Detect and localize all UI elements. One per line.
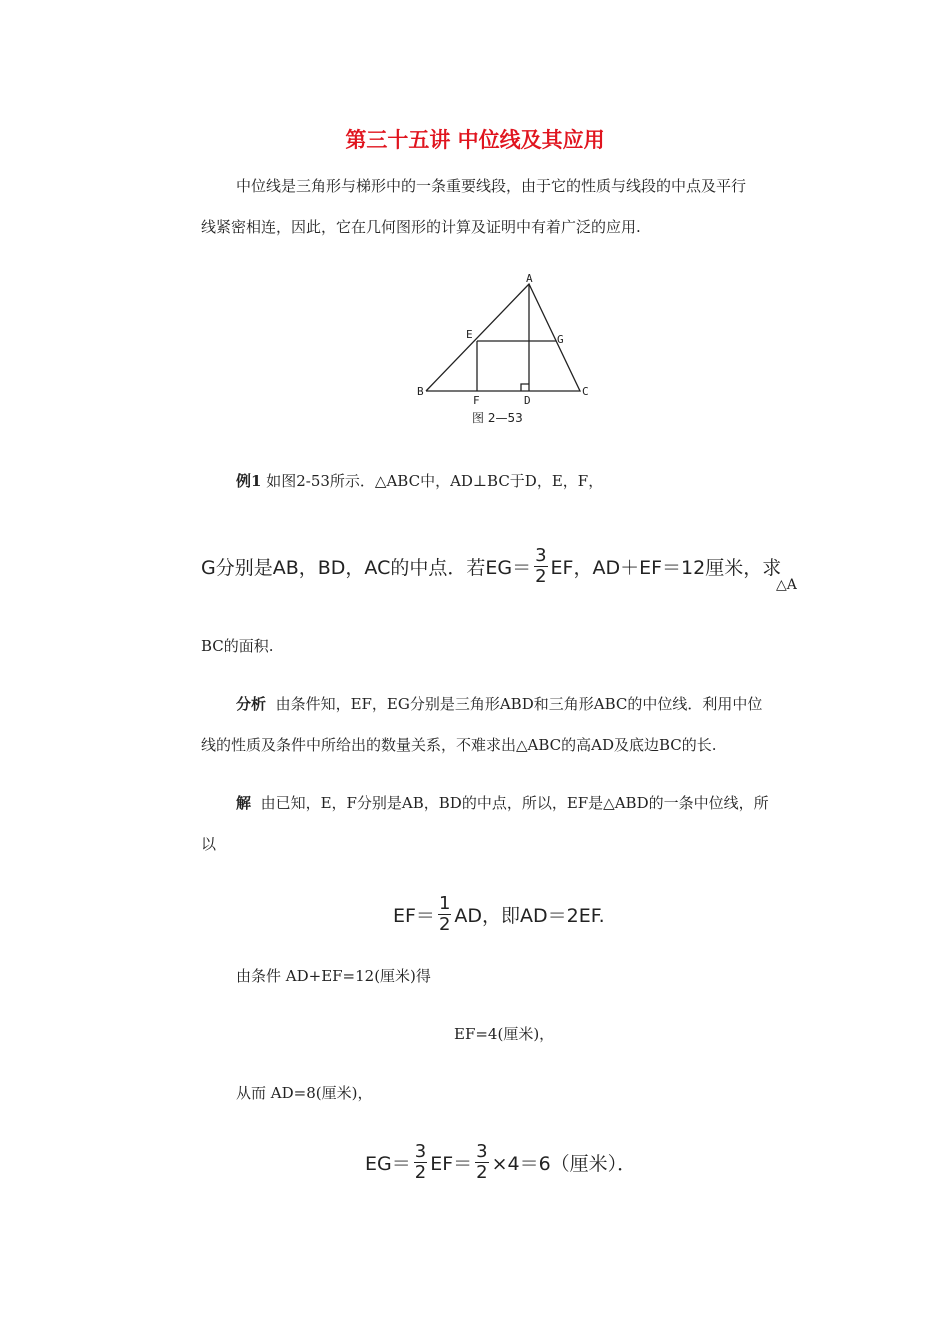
label-a: A bbox=[526, 272, 533, 285]
eq1-lhs: EF＝ bbox=[393, 904, 435, 927]
fraction-3-2-a bbox=[414, 1142, 427, 1183]
fraction-1-2 bbox=[438, 894, 451, 935]
example-line-3: BC的面积. bbox=[201, 637, 274, 655]
label-c: C bbox=[582, 385, 589, 398]
label-f: F bbox=[473, 394, 480, 407]
solution-text-1: 由已知，E，F分别是AB，BD的中点，所以，EF是△ABD的一条中位线，所 bbox=[260, 794, 769, 812]
fraction-numerator: 3 bbox=[414, 1140, 427, 1162]
equation-2 bbox=[365, 1137, 636, 1187]
page-title: 第三十五讲 中位线及其应用 bbox=[345, 127, 605, 152]
fraction-3-2 bbox=[534, 546, 547, 587]
eq2-part-a: EG＝ bbox=[365, 1152, 411, 1175]
example-line-2 bbox=[201, 541, 781, 591]
example-label: 例1 bbox=[236, 472, 262, 490]
solution-line-2: 以 bbox=[201, 835, 217, 853]
analysis-label: 分析 bbox=[236, 695, 267, 713]
fraction-3-2-b bbox=[475, 1142, 488, 1183]
triangle-figure bbox=[410, 272, 600, 432]
analysis-line-1 bbox=[236, 694, 762, 714]
fraction-denominator: 2 bbox=[535, 565, 547, 587]
label-d: D bbox=[524, 394, 531, 407]
example-line-1 bbox=[236, 471, 603, 491]
fraction-numerator: 3 bbox=[535, 544, 547, 566]
fraction-denominator: 2 bbox=[476, 1161, 488, 1183]
fraction-denominator: 2 bbox=[438, 913, 451, 935]
figure-caption: 图 2—53 bbox=[472, 411, 523, 425]
right-angle-mark bbox=[521, 384, 529, 391]
analysis-line-2: 线的性质及条件中所给出的数量关系，不难求出△ABC的高AD及底边BC的长. bbox=[201, 736, 717, 754]
solution-label: 解 bbox=[236, 794, 252, 812]
label-e: E bbox=[466, 328, 473, 341]
equation-1 bbox=[393, 889, 605, 939]
eq2-part-c: ×4＝6（厘米）． bbox=[491, 1152, 637, 1175]
ef-value-line: EF=4(厘米)， bbox=[454, 1025, 555, 1043]
fraction-denominator: 2 bbox=[414, 1161, 427, 1183]
fraction-numerator: 3 bbox=[476, 1140, 488, 1162]
example-text-2a: G分别是AB，BD，AC的中点．若EG＝ bbox=[201, 556, 532, 579]
example-text-1: 如图2-53所示．△ABC中，AD⊥BC于D，E，F， bbox=[266, 472, 604, 490]
intro-line-2: 线紧密相连，因此，它在几何图形的计算及证明中有着广泛的应用. bbox=[201, 218, 641, 236]
fraction-numerator: 1 bbox=[438, 892, 451, 914]
solution-line-1 bbox=[236, 793, 769, 813]
label-b: B bbox=[417, 385, 424, 398]
eq2-part-b: EF＝ bbox=[430, 1152, 473, 1175]
example-text-2b: EF，AD＋EF＝12厘米，求 bbox=[550, 556, 782, 579]
eq1-rhs: AD，即AD＝2EF. bbox=[454, 904, 605, 927]
ad-value-line: 从而 AD=8(厘米)， bbox=[236, 1084, 373, 1102]
analysis-text-1: 由条件知，EF，EG分别是三角形ABD和三角形ABC的中位线．利用中位 bbox=[275, 695, 763, 713]
condition-line: 由条件 AD+EF=12(厘米)得 bbox=[236, 967, 431, 985]
label-g: G bbox=[557, 333, 564, 346]
example-tri-a: △A bbox=[776, 577, 797, 593]
intro-line-1: 中位线是三角形与梯形中的一条重要线段，由于它的性质与线段的中点及平行 bbox=[236, 177, 747, 195]
